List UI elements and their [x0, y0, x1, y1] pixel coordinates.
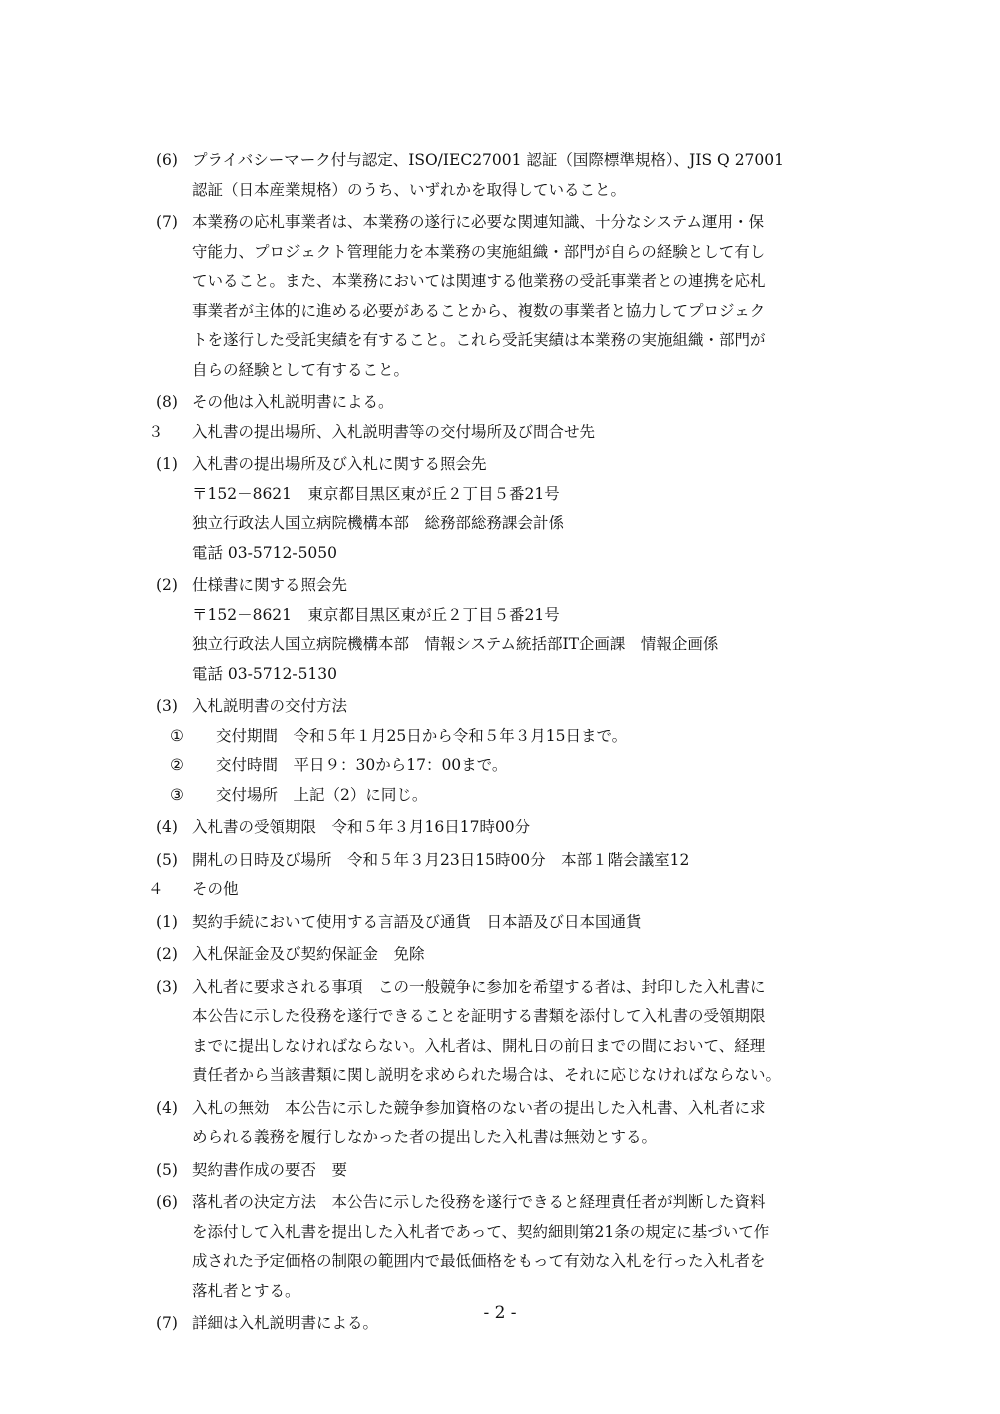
- item-number: ②: [170, 756, 184, 774]
- item-number: ①: [170, 726, 184, 745]
- list-item: [148, 692, 858, 722]
- text-line: 契約手続において使用する言語及び通貨 日本語及び日本国通貨: [192, 912, 642, 931]
- text-line: 入札書の提出場所及び入札に関する照会先: [192, 455, 487, 473]
- text-line: 守能力、プロジェクト管理能力を本業務の実施組織・部門が自らの経験として有し: [192, 242, 766, 261]
- text-line: 電話 03-5712-5050: [192, 543, 338, 562]
- item-number: (7): [156, 213, 178, 231]
- text-line: までに提出しなければならない。入札者は、開札日の前日までの間において、経理: [192, 1036, 766, 1055]
- item-number: (1): [156, 455, 178, 473]
- section-heading: [148, 418, 858, 448]
- list-item: [148, 571, 858, 689]
- text-line: 開札の日時及び場所 令和５年３月23日15時00分 本部１階会議室12: [192, 850, 690, 869]
- page-number: - 2 -: [483, 1303, 517, 1323]
- text-line: を添付して入札書を提出した入札者であって、契約細則第21条の規定に基づいて作: [192, 1222, 770, 1241]
- text-line: 落札者とする。: [192, 1281, 301, 1300]
- text-line: 独立行政法人国立病院機構本部 総務部総務課会計係: [192, 514, 565, 532]
- item-number: (6): [156, 1193, 178, 1211]
- list-item: [148, 940, 858, 970]
- item-number: ③: [170, 785, 184, 804]
- text-line: 成された予定価格の制限の範囲内で最低価格をもって有効な入札を行った入札者を: [192, 1252, 766, 1270]
- list-item: [148, 450, 858, 568]
- item-number: (2): [156, 576, 178, 594]
- item-number: (3): [156, 977, 178, 996]
- text-line: 自らの経験として有すること。: [192, 360, 410, 379]
- item-number: (4): [156, 818, 178, 836]
- sub-item: [148, 781, 858, 811]
- item-number: (4): [156, 1098, 178, 1117]
- text-line: トを遂行した受託実績を有すること。これら受託実績は本業務の実施組織・部門が: [192, 331, 766, 349]
- list-item: [148, 813, 858, 843]
- item-number: (5): [156, 1160, 178, 1179]
- text-line: 本公告に示した役務を遂行できることを証明する書類を添付して入札書の受領期限: [192, 1007, 766, 1025]
- text-line: プライバシーマーク付与認定、ISO/IEC27001 認証（国際標準規格）、JIS Q 27001: [192, 151, 785, 169]
- text-line: 認証（日本産業規格）のうち、いずれかを取得していること。: [192, 180, 627, 199]
- item-number: ３: [148, 422, 164, 441]
- text-line: 交付場所 上記（2）に同じ。: [216, 785, 428, 804]
- text-line: 交付時間 平日９：30から17：00まで。: [216, 756, 508, 774]
- sub-item: [148, 751, 858, 781]
- text-line: 入札者に要求される事項 この一般競争に参加を希望する者は、封印した入札書に: [192, 977, 766, 996]
- text-line: 仕様書に関する照会先: [192, 576, 348, 594]
- text-line: 契約書作成の要否 要: [192, 1160, 348, 1179]
- text-line: 落札者の決定方法 本公告に示した役務を遂行できると経理責任者が判断した資料: [192, 1193, 766, 1211]
- document-body: [148, 146, 858, 1339]
- item-number: (6): [156, 151, 178, 169]
- item-number: (3): [156, 697, 178, 715]
- text-line: 入札書の提出場所、入札説明書等の交付場所及び問合せ先: [192, 422, 596, 441]
- item-number: (8): [156, 393, 178, 411]
- text-line: ていること。また、本業務においては関連する他業務の受託事業者との連携を応札: [192, 272, 766, 290]
- text-line: 交付期間 令和５年１月25日から令和５年３月15日まで。: [216, 726, 628, 745]
- text-line: 電話 03-5712-5130: [192, 664, 338, 683]
- item-number: (7): [156, 1314, 178, 1332]
- text-line: 事業者が主体的に進める必要があることから、複数の事業者と協力してプロジェク: [192, 301, 766, 320]
- list-item: [148, 388, 858, 418]
- list-item: [148, 146, 858, 205]
- item-number: (1): [156, 912, 178, 931]
- list-item: [148, 973, 858, 1091]
- list-item: [148, 1094, 858, 1153]
- text-line: 入札の無効 本公告に示した競争参加資格のない者の提出した入札書、入札者に求: [192, 1098, 766, 1117]
- text-line: 〒152－8621 東京都目黒区東が丘２丁目５番21号: [192, 484, 560, 503]
- list-item: [148, 1188, 858, 1306]
- text-line: その他: [192, 880, 239, 898]
- list-item: [148, 846, 858, 876]
- text-line: められる義務を履行しなかった者の提出した入札書は無効とする。: [192, 1128, 658, 1146]
- text-line: 独立行政法人国立病院機構本部 情報システム統括部IT企画課 情報企画係: [192, 635, 719, 653]
- sub-item: [148, 722, 858, 752]
- text-line: 入札説明書の交付方法: [192, 697, 348, 715]
- text-line: 入札保証金及び契約保証金 免除: [192, 945, 425, 963]
- item-number: ４: [148, 880, 164, 898]
- list-item: [148, 1156, 858, 1186]
- item-number: (5): [156, 850, 178, 869]
- item-number: (2): [156, 945, 178, 963]
- list-item: [148, 908, 858, 938]
- section-heading: [148, 875, 858, 905]
- text-line: 詳細は入札説明書による。: [192, 1314, 379, 1332]
- text-line: その他は入札説明書による。: [192, 393, 394, 411]
- list-item: [148, 208, 858, 385]
- text-line: 入札書の受領期限 令和５年３月16日17時00分: [192, 818, 531, 836]
- text-line: 〒152－8621 東京都目黒区東が丘２丁目５番21号: [192, 605, 560, 624]
- text-line: 責任者から当該書類に関し説明を求められた場合は、それに応じなければならない。: [192, 1066, 782, 1084]
- text-line: 本業務の応札事業者は、本業務の遂行に必要な関連知識、十分なシステム運用・保: [192, 213, 764, 231]
